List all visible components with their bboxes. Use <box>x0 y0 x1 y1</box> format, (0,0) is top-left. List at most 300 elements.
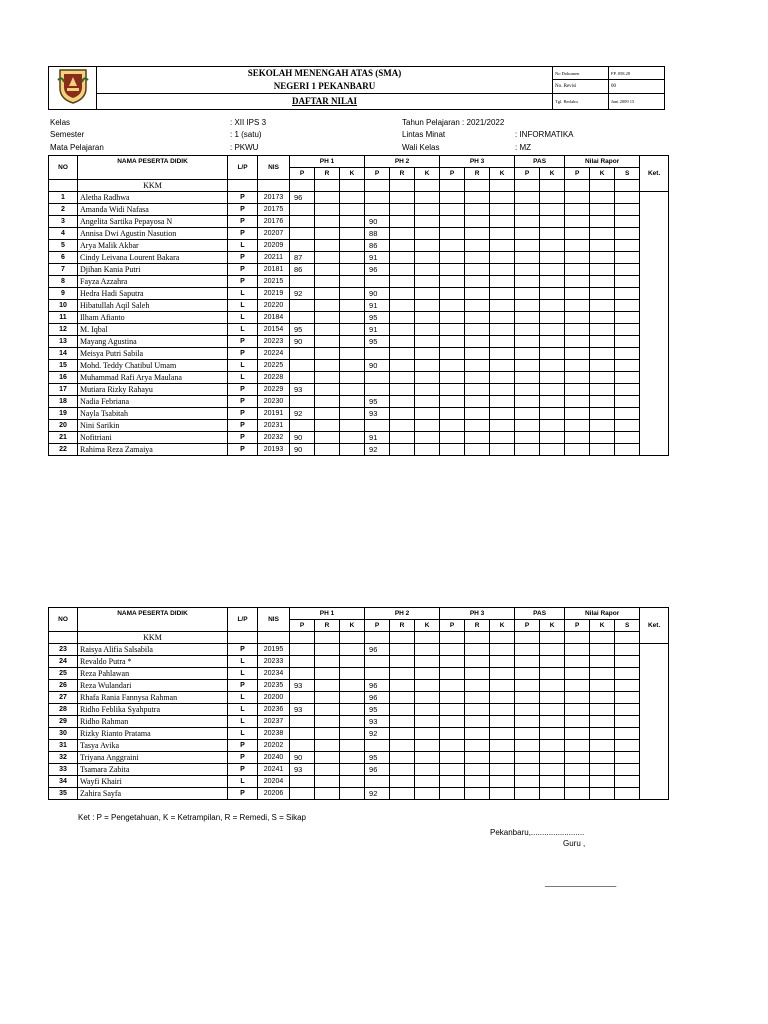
table-row <box>49 228 669 240</box>
student-nis: 20230 <box>258 396 290 408</box>
table-row <box>49 432 669 444</box>
kelas-value: : XII IPS 3 <box>230 118 267 127</box>
student-name: Fayza Azzahra <box>78 276 228 288</box>
student-name: Ridho Feblika Syahputra <box>78 704 228 716</box>
student-nis: 20224 <box>258 348 290 360</box>
student-gender: L <box>228 312 258 324</box>
student-name: Nofitriani <box>78 432 228 444</box>
subcol-p: P <box>565 620 590 632</box>
subcol-r: R <box>465 168 490 180</box>
student-name: Wayfi Khairi <box>78 776 228 788</box>
ph1-p-score <box>290 216 315 228</box>
table-row <box>49 656 669 668</box>
table-row <box>49 740 669 752</box>
table-row <box>49 728 669 740</box>
row-no: 10 <box>49 300 78 312</box>
semester-label: Semester <box>50 130 85 139</box>
student-name: Meisya Putri Sabila <box>78 348 228 360</box>
col-ph1: PH 1 <box>290 156 365 168</box>
row-no: 26 <box>49 680 78 692</box>
student-nis: 20236 <box>258 704 290 716</box>
col-nis: NIS <box>258 156 290 180</box>
student-nis: 20229 <box>258 384 290 396</box>
ph1-p-score: 92 <box>290 288 315 300</box>
row-no: 27 <box>49 692 78 704</box>
ph2-p-score <box>365 668 390 680</box>
guru-label: Guru , <box>563 839 586 848</box>
table-row <box>49 252 669 264</box>
grade-table-2 <box>48 607 669 800</box>
ph1-p-score <box>290 372 315 384</box>
ph1-p-score <box>290 276 315 288</box>
ph2-p-score <box>365 776 390 788</box>
subcol-p: P <box>365 620 390 632</box>
student-gender: P <box>228 764 258 776</box>
student-gender: P <box>228 752 258 764</box>
student-nis: 20220 <box>258 300 290 312</box>
row-no: 25 <box>49 668 78 680</box>
row-no: 32 <box>49 752 78 764</box>
ph2-p-score <box>365 204 390 216</box>
table-row <box>49 300 669 312</box>
subcol-k: K <box>340 168 365 180</box>
col-ph2: PH 2 <box>365 608 440 620</box>
row-no: 2 <box>49 204 78 216</box>
ph1-p-score <box>290 668 315 680</box>
student-nis: 20200 <box>258 692 290 704</box>
col-nama: NAMA PESERTA DIDIK <box>78 156 228 168</box>
row-no: 18 <box>49 396 78 408</box>
student-gender: L <box>228 324 258 336</box>
row-no: 13 <box>49 336 78 348</box>
semester-value: : 1 (satu) <box>230 130 262 139</box>
student-gender: L <box>228 704 258 716</box>
student-name: M. Iqbal <box>78 324 228 336</box>
ph1-p-score <box>290 348 315 360</box>
meta-label: No. Revisi <box>553 80 609 93</box>
subcol-k: K <box>340 620 365 632</box>
subcol-k: K <box>490 168 515 180</box>
col-ph2: PH 2 <box>365 156 440 168</box>
ph2-p-score <box>365 348 390 360</box>
subcol-k: K <box>590 168 615 180</box>
ph1-p-score <box>290 656 315 668</box>
ph1-p-score <box>290 420 315 432</box>
school-logo <box>49 67 97 110</box>
ph2-p-score: 95 <box>365 336 390 348</box>
student-nis: 20204 <box>258 776 290 788</box>
ph1-p-score <box>290 692 315 704</box>
ph1-p-score: 90 <box>290 432 315 444</box>
school-name-line1: SEKOLAH MENENGAH ATAS (SMA) <box>97 67 553 80</box>
student-name: Mayang Agustina <box>78 336 228 348</box>
document-header <box>48 66 665 110</box>
student-gender: L <box>228 776 258 788</box>
ph2-p-score <box>365 192 390 204</box>
ph1-p-score: 93 <box>290 764 315 776</box>
student-nis: 20193 <box>258 444 290 456</box>
ph1-p-score <box>290 240 315 252</box>
student-nis: 20240 <box>258 752 290 764</box>
student-nis: 20181 <box>258 264 290 276</box>
col-pas: PAS <box>515 156 565 168</box>
row-no: 8 <box>49 276 78 288</box>
student-name: Amanda Widi Nafasa <box>78 204 228 216</box>
col-pas: PAS <box>515 608 565 620</box>
subcol-k: K <box>540 168 565 180</box>
row-no: 11 <box>49 312 78 324</box>
col-ket: Ket. <box>640 608 669 644</box>
student-name: Tasya Avika <box>78 740 228 752</box>
subcol-p: P <box>290 168 315 180</box>
student-gender: P <box>228 276 258 288</box>
table-row <box>49 360 669 372</box>
table-row <box>49 668 669 680</box>
subcol-r: R <box>390 620 415 632</box>
row-no: 30 <box>49 728 78 740</box>
subcol-p: P <box>440 168 465 180</box>
student-gender: P <box>228 384 258 396</box>
col-nilai-rapor: Nilai Rapor <box>565 608 640 620</box>
student-gender: P <box>228 444 258 456</box>
subcol-p: P <box>365 168 390 180</box>
school-name-line2: NEGERI 1 PEKANBARU <box>97 80 553 93</box>
lintas-label: Lintas Minat <box>402 130 446 139</box>
ph1-p-score: 86 <box>290 264 315 276</box>
student-gender: P <box>228 252 258 264</box>
ph2-p-score: 91 <box>365 324 390 336</box>
ph1-p-score: 95 <box>290 324 315 336</box>
ph1-p-score: 92 <box>290 408 315 420</box>
ph1-p-score <box>290 716 315 728</box>
table-row <box>49 692 669 704</box>
student-name: Djihan Kania Putri <box>78 264 228 276</box>
meta-value: Juni 2009 15 <box>609 93 665 109</box>
wali-value: : MZ <box>515 143 531 152</box>
col-ph3: PH 3 <box>440 156 515 168</box>
student-nis: 20191 <box>258 408 290 420</box>
ph1-p-score: 93 <box>290 680 315 692</box>
subcol-p: P <box>290 620 315 632</box>
student-nis: 20215 <box>258 276 290 288</box>
row-no: 17 <box>49 384 78 396</box>
table-row <box>49 312 669 324</box>
student-name: Mutiara Rizky Rahayu <box>78 384 228 396</box>
student-name: Hibatullah Aqil Saleh <box>78 300 228 312</box>
table-row <box>49 752 669 764</box>
ph1-p-score <box>290 360 315 372</box>
student-name: Revaldo Putra * <box>78 656 228 668</box>
student-gender: P <box>228 680 258 692</box>
student-name: Zahira Sayfa <box>78 788 228 800</box>
table-row <box>49 216 669 228</box>
table-row <box>49 336 669 348</box>
kkm-label: KKM <box>78 632 228 644</box>
tahun-pelajaran: Tahun Pelajaran : 2021/2022 <box>402 118 505 127</box>
row-no: 5 <box>49 240 78 252</box>
table-row <box>49 764 669 776</box>
col-nilai-rapor: Nilai Rapor <box>565 156 640 168</box>
ph1-p-score <box>290 788 315 800</box>
student-name: Tsamara Zabita <box>78 764 228 776</box>
student-gender: P <box>228 204 258 216</box>
student-gender: L <box>228 692 258 704</box>
subcol-k: K <box>415 620 440 632</box>
student-nis: 20234 <box>258 668 290 680</box>
subcol-s: S <box>615 168 640 180</box>
student-nis: 20237 <box>258 716 290 728</box>
ph2-p-score <box>365 276 390 288</box>
student-gender: P <box>228 336 258 348</box>
row-no: 23 <box>49 644 78 656</box>
table-row <box>49 204 669 216</box>
row-no: 9 <box>49 288 78 300</box>
student-gender: P <box>228 396 258 408</box>
student-name: Rizky Rianto Pratama <box>78 728 228 740</box>
student-name: Raisya Alifia Salsabila <box>78 644 228 656</box>
ph1-p-score <box>290 396 315 408</box>
row-no: 19 <box>49 408 78 420</box>
student-gender: L <box>228 728 258 740</box>
student-gender: P <box>228 192 258 204</box>
row-no: 4 <box>49 228 78 240</box>
student-nis: 20223 <box>258 336 290 348</box>
student-name: Rahima Reza Zamaiya <box>78 444 228 456</box>
ph2-p-score <box>365 372 390 384</box>
subcol-r: R <box>465 620 490 632</box>
ph2-p-score: 92 <box>365 728 390 740</box>
student-nis: 20202 <box>258 740 290 752</box>
ph2-p-score: 90 <box>365 288 390 300</box>
student-nis: 20195 <box>258 644 290 656</box>
meta-value: FP. 058.28 <box>609 67 665 80</box>
student-nis: 20228 <box>258 372 290 384</box>
table-row <box>49 420 669 432</box>
student-gender: L <box>228 716 258 728</box>
student-gender: L <box>228 668 258 680</box>
student-name: Reza Pahlawan <box>78 668 228 680</box>
table-row <box>49 644 669 656</box>
kelas-label: Kelas <box>50 118 71 127</box>
table-row <box>49 192 669 204</box>
student-nis: 20206 <box>258 788 290 800</box>
student-gender: L <box>228 656 258 668</box>
mapel-label: Mata Pelajaran <box>50 143 104 152</box>
row-no: 3 <box>49 216 78 228</box>
student-gender: P <box>228 264 258 276</box>
table-row <box>49 264 669 276</box>
ph1-p-score <box>290 312 315 324</box>
meta-label: Tgl. Berlaku <box>553 93 609 109</box>
student-gender: P <box>228 420 258 432</box>
student-nis: 20184 <box>258 312 290 324</box>
ph1-p-score: 96 <box>290 192 315 204</box>
signature-line: ________________ <box>545 878 617 887</box>
student-name: Nadia Febriana <box>78 396 228 408</box>
row-no: 21 <box>49 432 78 444</box>
ph2-p-score: 88 <box>365 228 390 240</box>
student-name: Arya Malik Akbar <box>78 240 228 252</box>
subcol-k: K <box>590 620 615 632</box>
ph2-p-score: 96 <box>365 264 390 276</box>
document-title: DAFTAR NILAI <box>97 93 553 109</box>
row-no: 6 <box>49 252 78 264</box>
col-ket: Ket. <box>640 156 669 192</box>
student-gender: P <box>228 740 258 752</box>
student-nis: 20238 <box>258 728 290 740</box>
ph2-p-score: 93 <box>365 408 390 420</box>
ph2-p-score: 86 <box>365 240 390 252</box>
lintas-value: : INFORMATIKA <box>515 130 574 139</box>
student-gender: P <box>228 348 258 360</box>
grade-table-1 <box>48 155 669 456</box>
student-name: Ridho Rahman <box>78 716 228 728</box>
meta-label: No Dokumen <box>553 67 609 80</box>
ph2-p-score: 95 <box>365 312 390 324</box>
table-row <box>49 372 669 384</box>
subcol-r: R <box>390 168 415 180</box>
row-no: 34 <box>49 776 78 788</box>
student-nis: 20241 <box>258 764 290 776</box>
student-name: Nayla Tsabitah <box>78 408 228 420</box>
row-no: 29 <box>49 716 78 728</box>
student-gender: L <box>228 360 258 372</box>
student-gender: L <box>228 240 258 252</box>
ph2-p-score: 96 <box>365 692 390 704</box>
table-row <box>49 408 669 420</box>
ph2-p-score: 92 <box>365 444 390 456</box>
subcol-p: P <box>440 620 465 632</box>
ph2-p-score: 91 <box>365 432 390 444</box>
ph1-p-score: 90 <box>290 752 315 764</box>
student-gender: P <box>228 408 258 420</box>
ph1-p-score: 90 <box>290 444 315 456</box>
student-nis: 20207 <box>258 228 290 240</box>
table-row <box>49 444 669 456</box>
ph1-p-score <box>290 740 315 752</box>
row-no: 33 <box>49 764 78 776</box>
student-nis: 20173 <box>258 192 290 204</box>
subcol-r: R <box>315 168 340 180</box>
student-gender: P <box>228 788 258 800</box>
legend-note: Ket : P = Pengetahuan, K = Ketrampilan, R = Remedi, S = Sikap <box>78 813 306 822</box>
ph1-p-score: 93 <box>290 704 315 716</box>
ph2-p-score: 95 <box>365 752 390 764</box>
col-lp: L/P <box>228 156 258 180</box>
col-nama: NAMA PESERTA DIDIK <box>78 608 228 620</box>
ph2-p-score: 96 <box>365 680 390 692</box>
mapel-value: : PKWU <box>230 143 259 152</box>
student-name: Angelita Sartika Pepayosa N <box>78 216 228 228</box>
meta-value: 00 <box>609 80 665 93</box>
ph2-p-score: 91 <box>365 300 390 312</box>
ph1-p-score <box>290 300 315 312</box>
student-gender: P <box>228 432 258 444</box>
table-row <box>49 704 669 716</box>
subcol-k: K <box>540 620 565 632</box>
ph1-p-score: 87 <box>290 252 315 264</box>
place-date: Pekanbaru,........................ <box>490 828 585 837</box>
student-gender: P <box>228 228 258 240</box>
student-nis: 20219 <box>258 288 290 300</box>
row-no: 22 <box>49 444 78 456</box>
student-gender: P <box>228 216 258 228</box>
ph2-p-score: 90 <box>365 360 390 372</box>
ph1-p-score: 90 <box>290 336 315 348</box>
row-no: 28 <box>49 704 78 716</box>
student-nis: 20233 <box>258 656 290 668</box>
subcol-p: P <box>565 168 590 180</box>
student-name: Triyana Anggraini <box>78 752 228 764</box>
ph1-p-score: 93 <box>290 384 315 396</box>
table-row <box>49 240 669 252</box>
col-ph3: PH 3 <box>440 608 515 620</box>
row-no: 24 <box>49 656 78 668</box>
ph2-p-score <box>365 740 390 752</box>
table-row <box>49 384 669 396</box>
student-name: Cindy Leivana Lourent Bakara <box>78 252 228 264</box>
row-no: 20 <box>49 420 78 432</box>
ph1-p-score <box>290 228 315 240</box>
student-name: Muhammad Rafi Arya Maulana <box>78 372 228 384</box>
table-row <box>49 716 669 728</box>
student-gender: L <box>228 288 258 300</box>
row-no: 31 <box>49 740 78 752</box>
subcol-s: S <box>615 620 640 632</box>
table-row <box>49 324 669 336</box>
subcol-k: K <box>490 620 515 632</box>
ph1-p-score <box>290 728 315 740</box>
student-nis: 20154 <box>258 324 290 336</box>
ph2-p-score: 96 <box>365 644 390 656</box>
table-row <box>49 776 669 788</box>
row-no: 7 <box>49 264 78 276</box>
student-nis: 20176 <box>258 216 290 228</box>
student-nis: 20232 <box>258 432 290 444</box>
ph2-p-score: 90 <box>365 216 390 228</box>
ph2-p-score: 92 <box>365 788 390 800</box>
ph2-p-score: 95 <box>365 396 390 408</box>
row-no: 35 <box>49 788 78 800</box>
subcol-p: P <box>515 620 540 632</box>
student-name: Aletha Radhwa <box>78 192 228 204</box>
ph2-p-score: 93 <box>365 716 390 728</box>
student-nis: 20225 <box>258 360 290 372</box>
col-ph1: PH 1 <box>290 608 365 620</box>
ph2-p-score: 91 <box>365 252 390 264</box>
kkm-label: KKM <box>78 180 228 192</box>
ph1-p-score <box>290 776 315 788</box>
row-no: 15 <box>49 360 78 372</box>
subcol-r: R <box>315 620 340 632</box>
ph2-p-score: 95 <box>365 704 390 716</box>
table-row <box>49 348 669 360</box>
subcol-k: K <box>415 168 440 180</box>
table-row <box>49 288 669 300</box>
col-nis: NIS <box>258 608 290 632</box>
student-nis: 20175 <box>258 204 290 216</box>
row-no: 12 <box>49 324 78 336</box>
student-name: Reza Wulandari <box>78 680 228 692</box>
student-nis: 20211 <box>258 252 290 264</box>
row-no: 14 <box>49 348 78 360</box>
student-gender: P <box>228 644 258 656</box>
ph1-p-score <box>290 644 315 656</box>
student-name: Mohd. Teddy Chatibul Umam <box>78 360 228 372</box>
col-lp: L/P <box>228 608 258 632</box>
student-nis: 20231 <box>258 420 290 432</box>
student-nis: 20209 <box>258 240 290 252</box>
